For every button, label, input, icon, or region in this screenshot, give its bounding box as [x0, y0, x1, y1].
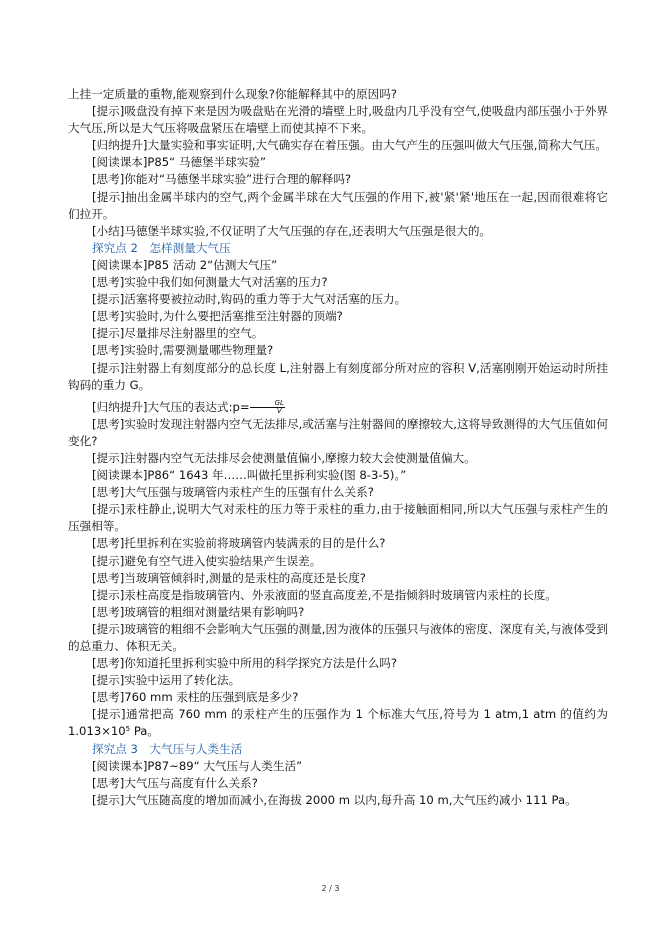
exponent: 5 [125, 725, 131, 734]
hint-paragraph: [提示]吸盘没有掉下来是因为吸盘贴在光滑的墙壁上时,吸盘内几乎没有空气,使吸盘内部压强小于外界大气压,所以是大气压将吸盘紧压在墙壁上而使其掉不下来。 [68, 104, 608, 136]
unit-text: Pa。 [130, 724, 159, 739]
hint-paragraph: [提示]尽量排尽注射器里的空气。 [92, 326, 264, 341]
question-paragraph: [思考]玻璃管的粗细对测量结果有影响吗? [92, 604, 305, 619]
reading-paragraph: [阅读课本]P86“ 1643 年……叫做托里拆利实验(图 8-3-5)。” [92, 468, 407, 483]
section-heading-2: 探究点 2 怎样测量大气压 [92, 240, 231, 255]
question-paragraph: [思考]760 mm 汞柱的压强到底是多少? [92, 690, 299, 705]
hint-paragraph: [提示]避免有空气进入使实验结果产生误差。 [92, 553, 322, 568]
hint-paragraph: [提示]注射器上有刻度部分的总长度 L,注射器上有刻度部分所对应的容积 V,活塞刚刚开始运动时所挂钩码的重力 G。 [68, 360, 608, 392]
question-paragraph: [思考]实验中我们如何测量大气对活塞的压力? [92, 275, 328, 290]
summary-paragraph: [归纳提升]大量实验和事实证明,大气确实存在着压强。由大气产生的压强叫做大气压强,简称大气压。 [92, 138, 607, 153]
hint-paragraph: [提示]活塞将要被拉动时,钩码的重力等于大气对活塞的压力。 [92, 292, 407, 307]
hint-paragraph: [提示]大气压随高度的增加而减小,在海拔 2000 m 以内,每升高 10 m,大气压约减小 111 Pa。 [92, 792, 577, 807]
page-content [68, 86, 608, 809]
hint-text: [提示]通常把高 760 mm 的汞柱产生的压强作为 1 个标准大气压,符号为 1 atm,1 atm 的值约为 1.013×10 [68, 707, 608, 739]
question-paragraph: [思考]实验时发现注射器内空气无法排尽,或活塞与注射器间的摩擦较大,这将导致测得的大气压值如何变化? [68, 416, 608, 448]
question-paragraph: [思考]当玻璃管倾斜时,测量的是汞柱的高度还是长度? [92, 570, 366, 585]
formula-numerator: GL [250, 400, 285, 408]
formula-denominator: V [276, 406, 282, 415]
reading-paragraph: [阅读课本]P87~89“ 大气压与人类生活” [92, 758, 303, 773]
hint-paragraph [68, 706, 608, 740]
formula-paragraph [68, 399, 608, 416]
question-paragraph: [思考]你知道托里拆利实验中所用的科学探究方法是什么吗? [92, 656, 398, 671]
formula-fraction [250, 400, 285, 415]
reading-paragraph: [阅读课本]P85“ 马德堡半球实验” [92, 155, 267, 170]
question-paragraph: [思考]你能对“马德堡半球实验”进行合理的解释吗? [92, 172, 352, 187]
question-paragraph: [思考]实验时,为什么要把活塞推至注射器的顶端? [92, 309, 343, 324]
question-paragraph: [思考]大气压与高度有什么关系? [92, 775, 258, 790]
hint-paragraph: [提示]注射器内空气无法排尽会使测量值偏小,摩擦力较大会使测量值偏大。 [92, 450, 476, 465]
formula-label: [归纳提升]大气压的表达式:p= [92, 399, 250, 414]
question-paragraph: [思考]实验时,需要测量哪些物理量? [92, 343, 274, 358]
question-paragraph: [思考]托里拆利在实验前将玻璃管内装满汞的目的是什么? [92, 536, 386, 551]
question-paragraph: [思考]大气压强与玻璃管内汞柱产生的压强有什么关系? [92, 485, 374, 500]
reading-paragraph: [阅读课本]P85 活动 2“估测大气压” [92, 257, 278, 272]
hint-paragraph: [提示]玻璃管的粗细不会影响大气压强的测量,因为液体的压强只与液体的密度、深度有关,与液体受到的总重力、体积无关。 [68, 621, 608, 653]
hint-paragraph: [提示]汞柱静止,说明大气对汞柱的压力等于汞柱的重力,由于接触面相同,所以大气压强与汞柱产生的压强相等。 [68, 502, 608, 534]
section-heading-3: 探究点 3 大气压与人类生活 [92, 741, 243, 756]
page-number: 2 / 3 [321, 884, 340, 893]
hint-paragraph: [提示]实验中运用了转化法。 [92, 673, 241, 688]
hint-paragraph: [提示]汞柱高度是指玻璃管内、外汞液面的竖直高度差,不是指倾斜时玻璃管内汞柱的长度。 [92, 587, 557, 602]
paragraph: 上挂一定质量的重物,能观察到什么现象?你能解释其中的原因吗? [68, 87, 398, 101]
hint-paragraph: [提示]抽出金属半球内的空气,两个金属半球在大气压强的作用下,被'紧'紧'地压在一起,因而很难将它们拉开。 [68, 189, 608, 221]
conclusion-paragraph: [小结]马德堡半球实验,不仅证明了大气压强的存在,还表明大气压强是很大的。 [92, 223, 492, 238]
